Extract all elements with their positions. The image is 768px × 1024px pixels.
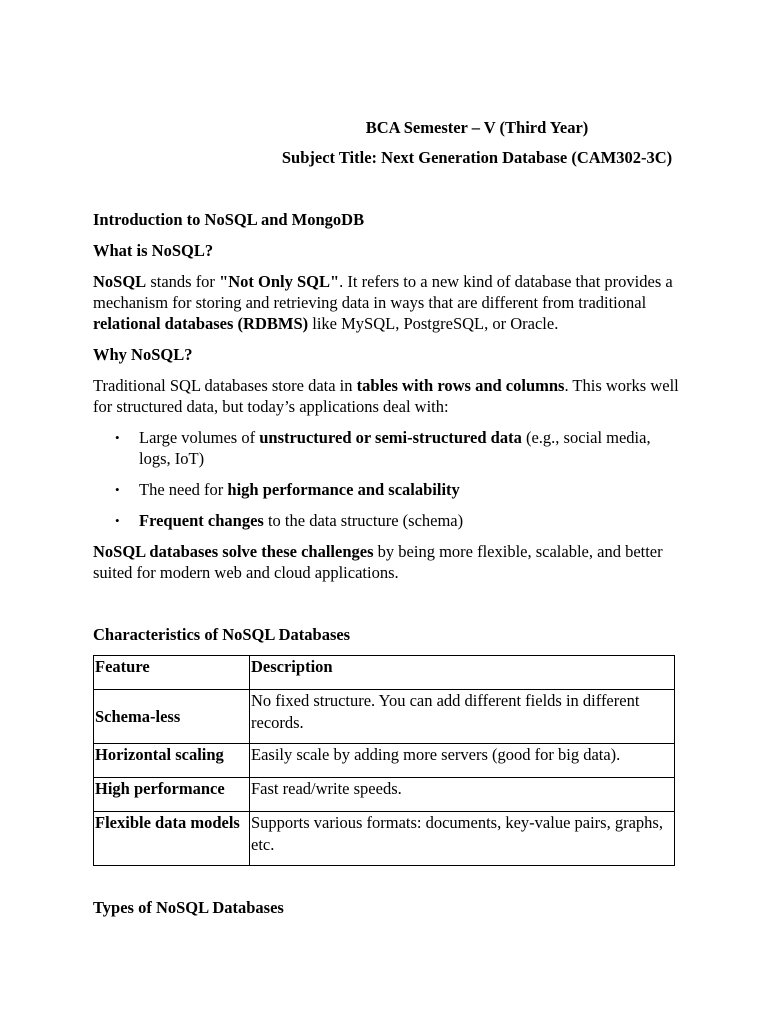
section-heading-intro: Introduction to NoSQL and MongoDB — [93, 210, 365, 229]
feature-cell: Horizontal scaling — [94, 744, 250, 778]
paragraph-summary: NoSQL databases solve these challenges by being more flexible, scalable, and better suited for modern web and cloud applications. — [93, 542, 663, 582]
feature-cell: Flexible data models — [94, 812, 250, 866]
feature-cell: High performance — [94, 778, 250, 812]
column-header-description: Description — [250, 656, 675, 690]
list-item: • Frequent changes to the data structure (schema) — [93, 510, 683, 531]
heading-what-is-nosql: What is NoSQL? — [93, 241, 214, 260]
course-title: BCA Semester – V (Third Year) — [365, 118, 589, 137]
document-content — [93, 117, 683, 918]
bullet-list — [93, 427, 683, 531]
characteristics-table — [93, 655, 675, 866]
list-item: • The need for high performance and scalability — [93, 479, 683, 500]
description-cell: Easily scale by adding more servers (good for big data). — [250, 744, 675, 778]
column-header-feature: Feature — [94, 656, 250, 690]
heading-why-nosql: Why NoSQL? — [93, 345, 193, 364]
section-heading-types: Types of NoSQL Databases — [93, 898, 284, 917]
table-row — [94, 690, 675, 744]
table-row — [94, 744, 675, 778]
description-cell: Fast read/write speeds. — [250, 778, 675, 812]
subject-title: Subject Title: Next Generation Database (CAM302-3C) — [281, 148, 673, 167]
paragraph-why-nosql: Traditional SQL databases store data in tables with rows and columns. This works well for structured data, but today’s applications deal with: — [93, 376, 679, 416]
table-row — [94, 778, 675, 812]
section-heading-characteristics: Characteristics of NoSQL Databases — [93, 625, 351, 644]
table-row — [94, 812, 675, 866]
description-cell: No fixed structure. You can add different fields in different records. — [250, 690, 675, 744]
paragraph-what-is-nosql: NoSQL stands for "Not Only SQL". It refers to a new kind of database that provides a mechanism for storing and retrieving data in ways that are different from traditional relational databases (RDBMS) like MySQL, PostgreSQL, or Oracle. — [93, 272, 673, 333]
table-header-row — [94, 656, 675, 690]
description-cell: Supports various formats: documents, key-value pairs, graphs, etc. — [250, 812, 675, 866]
list-item: • Large volumes of unstructured or semi-structured data (e.g., social media, logs, IoT) — [93, 427, 683, 469]
feature-cell: Schema-less — [94, 690, 250, 744]
